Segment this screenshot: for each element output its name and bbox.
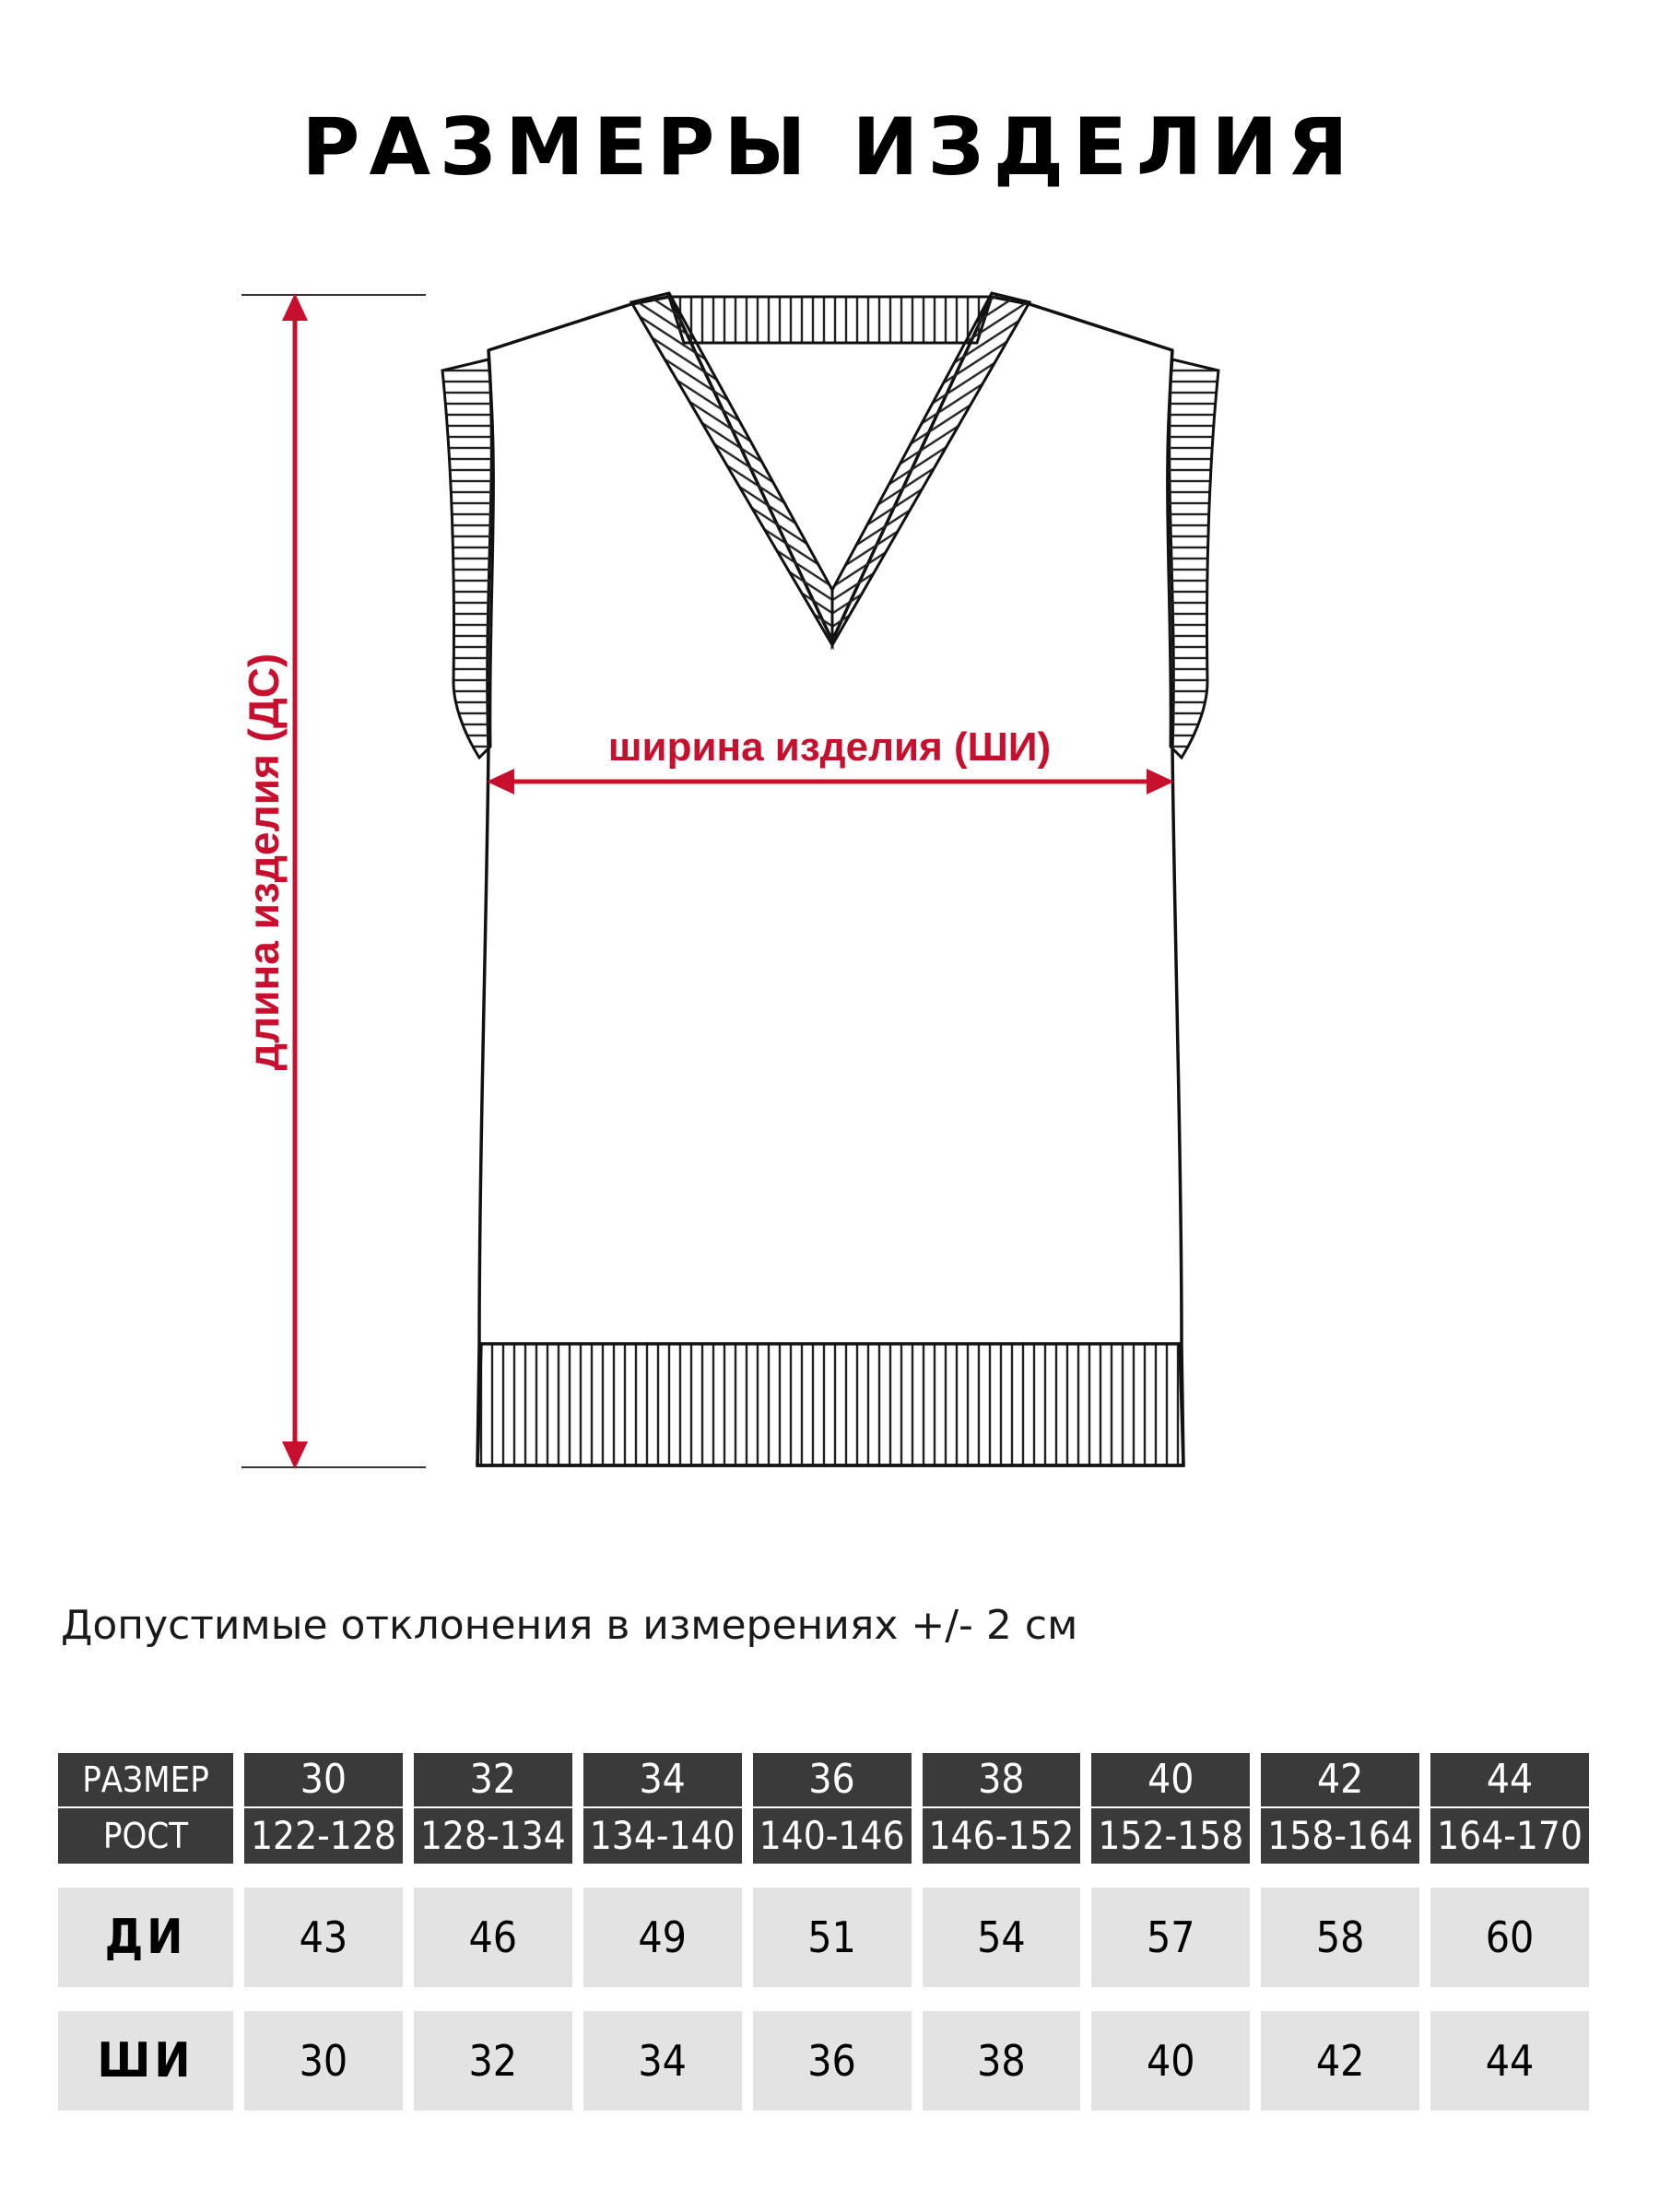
- size-cell: 36: [753, 1753, 912, 1806]
- hem-rib: [477, 1344, 1183, 1465]
- height-cell: 134-140: [583, 1806, 742, 1864]
- size-cell: 34: [583, 1753, 742, 1806]
- height-cell: 128-134: [414, 1806, 572, 1864]
- table-row: [58, 2011, 1589, 2111]
- height-cell: 158-164: [1261, 1806, 1419, 1864]
- height-cell: 122-128: [244, 1806, 403, 1864]
- vest-outline: [477, 297, 1183, 1465]
- size-cell: 44: [1430, 1753, 1589, 1806]
- value-cell: 34: [583, 2011, 742, 2111]
- row-label-di: ДИ: [58, 1888, 233, 1987]
- size-cell: 40: [1091, 1753, 1250, 1806]
- size-cell: 38: [923, 1753, 1081, 1806]
- value-cell: 43: [244, 1888, 403, 1987]
- left-armhole-rib: [442, 359, 493, 758]
- value-cell: 38: [923, 2011, 1081, 2111]
- row-label-shi: ШИ: [58, 2011, 233, 2111]
- height-cell: 146-152: [923, 1806, 1081, 1864]
- size-row: [58, 1753, 1589, 1806]
- right-armhole-rib: [1168, 359, 1218, 758]
- height-header: РОСТ: [58, 1806, 233, 1864]
- length-measure: [240, 293, 426, 1469]
- value-cell: 46: [414, 1888, 572, 1987]
- size-cell: 32: [414, 1753, 572, 1806]
- value-cell: 54: [923, 1888, 1081, 1987]
- height-cell: 152-158: [1091, 1806, 1250, 1864]
- width-label: ширина изделия (ШИ): [607, 724, 1052, 770]
- height-cell: 164-170: [1430, 1806, 1589, 1864]
- size-header: РАЗМЕР: [58, 1753, 233, 1806]
- length-label: длина изделия (ДС): [240, 653, 288, 1071]
- size-table: [47, 1753, 1600, 2111]
- size-cell: 42: [1261, 1753, 1419, 1806]
- height-row: [58, 1806, 1589, 1864]
- back-neck-rib: [669, 297, 992, 343]
- value-cell: 60: [1430, 1888, 1589, 1987]
- value-cell: 32: [414, 2011, 572, 2111]
- value-cell: 44: [1430, 2011, 1589, 2111]
- value-cell: 51: [753, 1888, 912, 1987]
- size-cell: 30: [244, 1753, 403, 1806]
- value-cell: 40: [1091, 2011, 1250, 2111]
- value-cell: 58: [1261, 1888, 1419, 1987]
- table-row: [58, 1888, 1589, 1987]
- value-cell: 57: [1091, 1888, 1250, 1987]
- value-cell: 42: [1261, 2011, 1419, 2111]
- tolerance-note: Допустимые отклонения в измерениях +/- 2 см: [61, 1602, 1078, 1649]
- height-cell: 140-146: [753, 1806, 912, 1864]
- value-cell: 49: [583, 1888, 742, 1987]
- value-cell: 30: [244, 2011, 403, 2111]
- value-cell: 36: [753, 2011, 912, 2111]
- page-title: РАЗМЕРЫ ИЗДЕЛИЯ: [301, 101, 1358, 194]
